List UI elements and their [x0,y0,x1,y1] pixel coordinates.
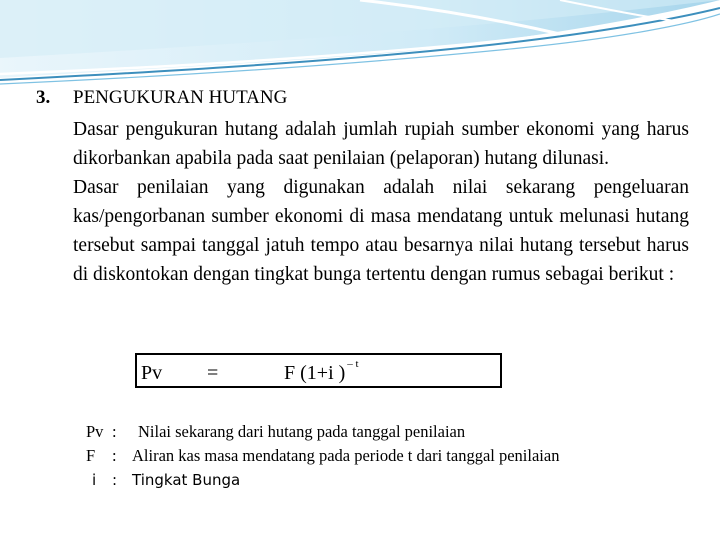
formula-lhs: Pv [141,362,163,384]
legend-symbol: Pv [86,422,104,441]
legend-row-pv [86,420,559,444]
formula-box [135,353,502,388]
legend-colon: : [112,471,118,489]
legend-text: Nilai sekarang dari hutang pada tanggal penilaian [138,422,466,441]
legend-symbol: i [92,471,97,489]
legend-row-i [86,468,559,492]
section-heading [36,86,287,110]
header-wave-decoration [0,0,720,90]
legend-row-f [86,444,559,468]
legend-symbol: F [86,446,96,465]
legend-text: Aliran kas masa mendatang pada periode t dari tanggal penilaian [132,446,560,465]
legend-text: Tingkat Bunga [132,471,241,489]
legend-colon: : [112,422,117,441]
formula-rhs-base: F (1+i ) [284,362,346,384]
paragraph-2: Dasar penilaian yang digunakan adalah nilai sekarang pengeluaran kas/pengorbanan sumber ekonomi di masa mendatang untuk melunasi hutang tersebut sampai tanggal jatuh tempo atau besarnya nilai hutang tersebut harus di diskontokan dengan tingkat bunga tertentu dengan rumus sebagai berikut : [73,177,689,285]
variable-legend [86,420,559,492]
body-text [73,115,689,289]
section-number: 3. [36,87,51,108]
legend-colon: : [112,446,117,465]
formula-equals: = [207,362,219,384]
paragraph-1: Dasar pengukuran hutang adalah jumlah rupiah sumber ekonomi yang harus dikorbankan apabila pada saat penilaian (pelaporan) hutang dilunasi. [73,119,689,169]
formula-exponent: – t [347,358,359,370]
formula-rhs [284,358,359,385]
section-title: PENGUKURAN HUTANG [73,87,288,108]
